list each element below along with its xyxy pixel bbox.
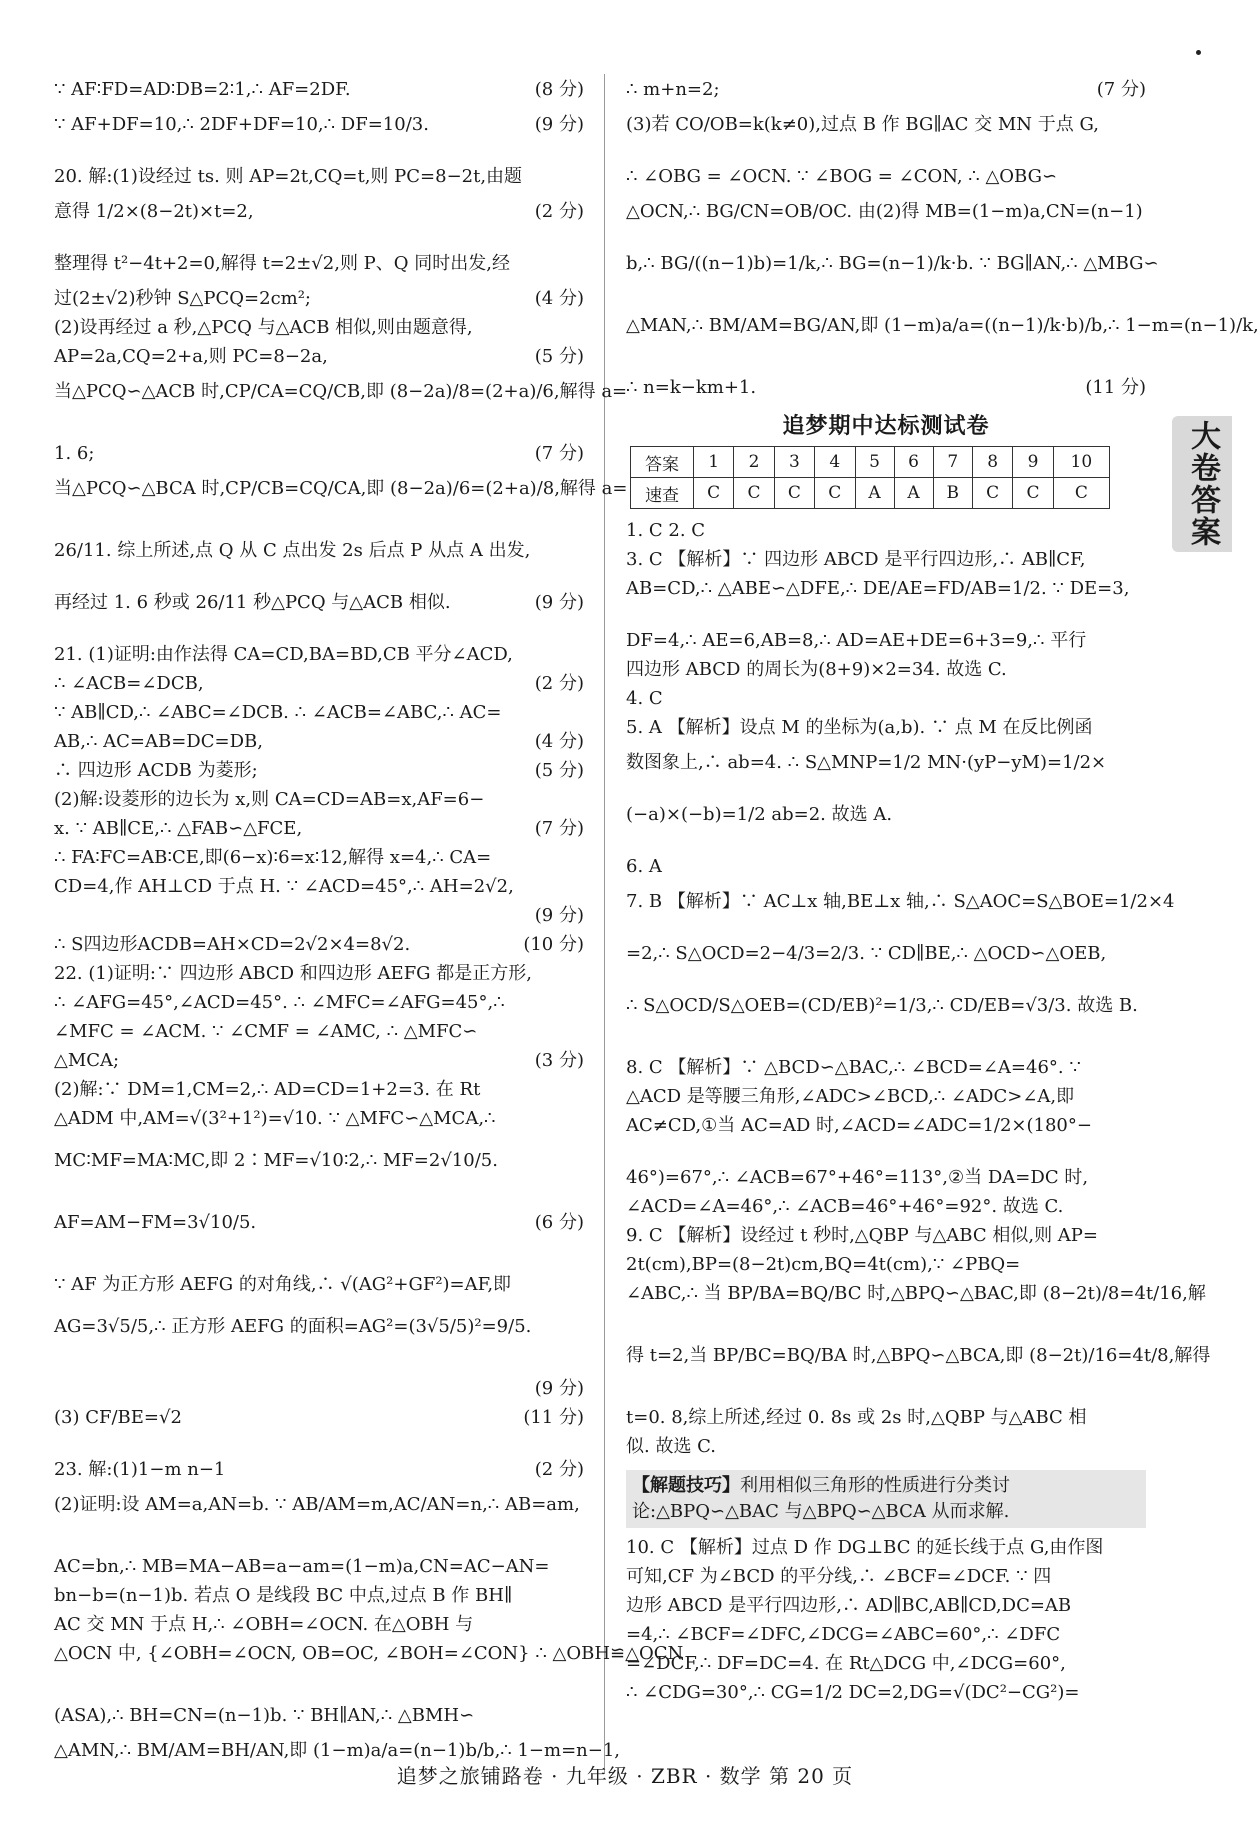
q10-explanation: [626, 1536, 1146, 1723]
line-text: 6. A: [626, 856, 662, 877]
score-mark: (2 分): [534, 201, 584, 222]
line-text: AG=3√5/5,∴ 正方形 AEFG 的面积=AG²=(3√5/5)²=9/5.: [54, 1316, 532, 1337]
text-line: [54, 252, 584, 287]
text-line: [626, 1406, 1146, 1435]
score-mark: (2 分): [534, 1459, 584, 1480]
score-mark: (3 分): [534, 1050, 584, 1071]
line-text: 7. B 【解析】∵ AC⊥x 轴,BE⊥x 轴,∴ S△AOC=S△BOE=1/2×4: [626, 891, 1175, 912]
text-line: [626, 1085, 1146, 1114]
text-line: [54, 1642, 684, 1704]
question-number-cell: 4: [815, 447, 855, 478]
line-text: AP=2a,CQ=2+a,则 PC=8−2a,: [54, 346, 328, 367]
text-line: [626, 200, 1146, 252]
line-text: 22. (1)证明:∵ 四边形 ABCD 和四边形 AEFG 都是正方形,: [54, 963, 533, 984]
question-number-cell: 8: [972, 447, 1012, 478]
line-text: △MCA;: [54, 1050, 120, 1071]
score-mark: (8 分): [534, 79, 584, 100]
text-line: [54, 165, 584, 200]
line-text: 四边形 ABCD 的周长为(8+9)×2=34. 故选 C.: [626, 659, 1007, 680]
text-line: [54, 287, 584, 316]
text-line: [54, 991, 584, 1020]
line-text: (−a)×(−b)=1/2 ab=2. 故选 A.: [626, 804, 893, 825]
line-text: 似. 故选 C.: [626, 1436, 717, 1457]
line-text: AC=bn,∴ MB=MA−AB=a−am=(1−m)a,CN=AC−AN=: [54, 1556, 550, 1577]
line-text: (2)证明:设 AM=a,AN=b. ∵ AB/AM=m,AC/AN=n,∴ AB=am,: [54, 1494, 580, 1515]
line-text: x. ∵ AB∥CE,∴ △FAB∽△FCE,: [54, 818, 303, 839]
text-line: [626, 165, 1146, 200]
line-text: 边形 ABCD 是平行四边形,∴ AD∥BC,AB∥CD,DC=AB: [626, 1595, 1072, 1617]
text-line: [626, 1114, 1146, 1166]
text-line: [54, 1315, 584, 1377]
text-line: [54, 591, 584, 643]
line-text: 2t(cm),BP=(8−2t)cm,BQ=4t(cm),∵ ∠PBQ=: [626, 1254, 1021, 1275]
text-line: [626, 658, 1146, 687]
line-text: (2)解:∵ DM=1,CM=2,∴ AD=CD=1+2=3. 在 Rt: [54, 1079, 481, 1100]
text-line: [626, 629, 1146, 658]
line-text: ∠ABC,∴ 当 BP/BA=BQ/BC 时,△BPQ∽△BAC,即 (8−2t)/8=4t/16,解: [626, 1283, 1206, 1304]
line-text: AC≠CD,①当 AC=AD 时,∠ACD=∠ADC=1/2×(180°−: [626, 1115, 1092, 1136]
line-text: MC∶MF=MA∶MC,即 2∶MF=√10∶2,∴ MF=2√10/5.: [54, 1150, 498, 1171]
line-text: AC 交 MN 于点 H,∴ ∠OBH=∠OCN. 在△OBH 与: [54, 1614, 474, 1635]
text-line: [54, 875, 584, 904]
text-line: [54, 345, 584, 380]
text-line: [54, 442, 584, 477]
question-number-cell: 9: [1013, 447, 1053, 478]
score-mark: (2 分): [534, 673, 584, 694]
text-line: [54, 962, 584, 991]
score-mark: (7 分): [534, 818, 584, 839]
side-tab-label: 大卷答案: [1185, 420, 1220, 548]
line-text: CD=4,作 AH⊥CD 于点 H. ∵ ∠ACD=45°,∴ AH=2√2,: [54, 876, 514, 897]
answer-cell: A: [855, 478, 894, 509]
text-line: [54, 701, 584, 730]
line-text: 过(2±√2)秒钟 S△PCQ=2cm²;: [54, 288, 312, 309]
line-text: (3) CF/BE=√2: [54, 1407, 182, 1428]
text-line: [54, 1107, 584, 1149]
text-line: [626, 1435, 1146, 1464]
text-line: [54, 1584, 584, 1613]
line-text: 10. C 【解析】过点 D 作 DG⊥BC 的延长线于点 G,由作图: [626, 1537, 1104, 1559]
line-text: 4. C: [626, 688, 663, 709]
score-mark: (11 分): [1085, 377, 1146, 398]
line-text: AB=CD,∴ △ABE∽△DFE,∴ DE/AE=FD/AB=1/2. ∵ DE=3,: [626, 578, 1130, 599]
answer-cell: C: [815, 478, 855, 509]
line-text: △ACD 是等腰三角形,∠ADC>∠BCD,∴ ∠ADC>∠A,即: [626, 1086, 1075, 1107]
line-text: 20. 解:(1)设经过 ts. 则 AP=2t,CQ=t,则 PC=8−2t,由题: [54, 166, 523, 187]
text-line: [626, 1282, 1206, 1344]
question-number-cell: 5: [855, 447, 894, 478]
text-line: [54, 1377, 584, 1406]
corner-dot: [1196, 50, 1201, 55]
score-mark: (9 分): [534, 1378, 584, 1399]
text-line: [626, 687, 1146, 716]
text-line: [626, 1166, 1146, 1195]
line-text: ∵ AF 为正方形 AEFG 的对角线,∴ √(AG²+GF²)=AF,即: [54, 1274, 512, 1295]
text-line: [626, 78, 1146, 113]
text-line: [626, 1681, 1146, 1723]
text-line: [54, 380, 628, 442]
text-line: [626, 314, 1259, 376]
score-mark: (4 分): [534, 731, 584, 752]
line-text: ∠MFC = ∠ACM. ∵ ∠CMF = ∠AMC, ∴ △MFC∽: [54, 1021, 478, 1042]
text-line: [54, 1149, 584, 1211]
text-line: [54, 477, 628, 539]
question-number-cell: 3: [774, 447, 814, 478]
text-line: [54, 846, 584, 875]
text-line: [54, 316, 584, 345]
text-line: [626, 890, 1175, 942]
text-line: [54, 788, 584, 817]
line-text: 46°)=67°,∴ ∠ACB=67°+46°=113°,②当 DA=DC 时,: [626, 1167, 1089, 1188]
text-line: [626, 577, 1146, 629]
line-text: 数图象上,∴ ab=4. ∴ S△MNP=1/2 MN·(yP−yM)=1/2×: [626, 752, 1107, 773]
text-line: [54, 817, 584, 846]
text-line: [54, 1211, 584, 1273]
text-line: [626, 1253, 1146, 1282]
line-text: ∴ S四边形ACDB=AH×CD=2√2×4=8√2.: [54, 934, 411, 955]
line-text: △AMN,∴ BM/AM=BH/AN,即 (1−m)a/a=(n−1)b/b,∴ 1−m=n−1,: [54, 1740, 620, 1761]
text-line: [54, 1704, 584, 1739]
text-line: [54, 1555, 584, 1584]
line-text: 意得 1/2×(8−2t)×t=2,: [54, 201, 254, 222]
line-text: 23. 解:(1)1−m n−1: [54, 1459, 226, 1480]
line-text: =4,∴ ∠BCF=∠DFC,∠DCG=∠ABC=60°,∴ ∠DFC: [626, 1624, 1061, 1646]
line-text: ∴ FA∶FC=AB∶CE,即(6−x)∶6=x∶12,解得 x=4,∴ CA=: [54, 847, 492, 868]
text-line: [54, 1020, 584, 1049]
text-line: [626, 1195, 1146, 1224]
text-line: [54, 643, 584, 672]
question-number-cell: 7: [933, 447, 972, 478]
line-text: ∴ S△OCD/S△OEB=(CD/EB)²=1/3,∴ CD/EB=√3/3. 故选 B.: [626, 995, 1138, 1016]
line-text: △OCN,∴ BG/CN=OB/OC. 由(2)得 MB=(1−m)a,CN=(n−1): [626, 201, 1143, 222]
line-text: ∴ ∠ACB=∠DCB,: [54, 673, 204, 694]
line-text: DF=4,∴ AE=6,AB=8,∴ AD=AE+DE=6+3=9,∴ 平行: [626, 630, 1087, 651]
line-text: (ASA),∴ BH=CN=(n−1)b. ∵ BH∥AN,∴ △BMH∽: [54, 1705, 475, 1726]
line-text: ∵ AB∥CD,∴ ∠ABC=∠DCB. ∴ ∠ACB=∠ABC,∴ AC=: [54, 702, 502, 723]
text-line: [626, 1594, 1146, 1623]
q23-continuation: [626, 78, 1259, 405]
score-mark: (9 分): [534, 592, 584, 613]
question-number-cell: 1: [694, 447, 734, 478]
line-text: ∴ m+n=2;: [626, 79, 720, 100]
answer-table-label: 速查: [631, 478, 694, 509]
answer-cell: C: [694, 478, 734, 509]
line-text: AF=AM−FM=3√10/5.: [54, 1212, 257, 1233]
text-line: [54, 1273, 584, 1315]
text-line: [54, 730, 584, 759]
text-line: [626, 1536, 1146, 1565]
answer-cell: C: [1053, 478, 1109, 509]
answer-cell: C: [972, 478, 1012, 509]
text-line: [626, 548, 1146, 577]
text-line: [626, 751, 1146, 803]
line-text: 得 t=2,当 BP/BC=BQ/BA 时,△BPQ∽△BCA,即 (8−2t)/16=4t/8,解得: [626, 1345, 1211, 1366]
text-line: [626, 113, 1146, 165]
text-line: [626, 716, 1146, 751]
line-text: △OCN 中, {∠OBH=∠OCN, OB=OC, ∠BOH=∠CON} ∴ △OBH≌△OCN: [54, 1643, 684, 1664]
line-text: 可知,CF 为∠BCD 的平分线,∴ ∠BCF=∠DCF. ∵ 四: [626, 1566, 1052, 1588]
column-divider: [604, 74, 605, 1774]
line-text: =∠DCF,∴ DF=DC=4. 在 Rt△DCG 中,∠DCG=60°,: [626, 1653, 1066, 1675]
line-text: ∵ AF+DF=10,∴ 2DF+DF=10,∴ DF=10/3.: [54, 114, 429, 135]
line-text: (3)若 CO/OB=k(k≠0),过点 B 作 BG∥AC 交 MN 于点 G,: [626, 114, 1099, 135]
answer-explanations: [626, 519, 1211, 1464]
score-mark: (5 分): [534, 346, 584, 367]
line-text: 5. A 【解析】设点 M 的坐标为(a,b). ∵ 点 M 在反比例函: [626, 717, 1093, 738]
line-text: △ADM 中,AM=√(3²+1²)=√10. ∵ △MFC∽△MCA,∴: [54, 1108, 496, 1129]
text-line: [54, 113, 584, 165]
answer-cell: A: [894, 478, 933, 509]
text-line: [626, 855, 1146, 890]
line-text: 1. C 2. C: [626, 520, 706, 541]
line-text: ∵ AF∶FD=AD∶DB=2∶1,∴ AF=2DF.: [54, 79, 351, 100]
text-line: [54, 539, 584, 591]
line-text: AB,∴ AC=AB=DC=DB,: [54, 731, 263, 752]
question-number-cell: 10: [1053, 447, 1109, 478]
text-line: [626, 1344, 1211, 1406]
text-line: [626, 994, 1146, 1056]
line-text: 再经过 1. 6 秒或 26/11 秒△PCQ 与△ACB 相似.: [54, 592, 451, 613]
text-line: [626, 803, 1146, 855]
line-text: 8. C 【解析】∵ △BCD∽△BAC,∴ ∠BCD=∠A=46°. ∵: [626, 1057, 1081, 1078]
line-text: ∴ n=k−km+1.: [626, 377, 757, 398]
score-mark: (7 分): [534, 443, 584, 464]
line-text: 9. C 【解析】设经过 t 秒时,△QBP 与△ABC 相似,则 AP=: [626, 1225, 1098, 1246]
text-line: [626, 519, 1146, 548]
score-mark: (7 分): [1096, 79, 1146, 100]
score-mark: (4 分): [534, 288, 584, 309]
text-line: [626, 252, 1159, 314]
line-text: ∴ ∠CDG=30°,∴ CG=1/2 DC=2,DG=√(DC²−CG²)=: [626, 1682, 1080, 1704]
text-line: [626, 942, 1146, 994]
line-text: 21. (1)证明:由作法得 CA=CD,BA=BD,CB 平分∠ACD,: [54, 644, 513, 665]
line-text: 3. C 【解析】∵ 四边形 ABCD 是平行四边形,∴ AB∥CF,: [626, 549, 1086, 570]
answer-cell: B: [933, 478, 972, 509]
line-text: t=0. 8,综上所述,经过 0. 8s 或 2s 时,△QBP 与△ABC 相: [626, 1407, 1087, 1428]
tip-label: 【解题技巧】: [632, 1475, 740, 1496]
line-text: b,∴ BG/((n−1)b)=1/k,∴ BG=(n−1)/k·b. ∵ BG∥AN,∴ △MBG∽: [626, 253, 1159, 274]
answer-table: [630, 446, 1110, 509]
score-mark: (6 分): [534, 1212, 584, 1233]
line-text: ∴ 四边形 ACDB 为菱形;: [54, 760, 258, 781]
line-text: ∴ ∠OBG = ∠OCN. ∵ ∠BOG = ∠CON, ∴ △OBG∽: [626, 166, 1058, 187]
text-line: [54, 1493, 584, 1555]
line-text: bn−b=(n−1)b. 若点 O 是线段 BC 中点,过点 B 作 BH∥: [54, 1585, 513, 1606]
line-text: △MAN,∴ BM/AM=BG/AN,即 (1−m)a/a=((n−1)/k·b)/b,∴ 1−m=(n−1)/k,: [626, 315, 1259, 336]
line-text: ∠ACD=∠A=46°,∴ ∠ACB=46°+46°=92°. 故选 C.: [626, 1196, 1064, 1217]
text-line: [626, 376, 1146, 405]
line-text: (2)设再经过 a 秒,△PCQ 与△ACB 相似,则由题意得,: [54, 317, 473, 338]
text-line: [54, 1458, 584, 1493]
question-number-cell: 6: [894, 447, 933, 478]
score-mark: (10 分): [523, 934, 584, 955]
line-text: 整理得 t²−4t+2=0,解得 t=2±√2,则 P、Q 同时出发,经: [54, 253, 510, 274]
text-line: [54, 904, 584, 933]
score-mark: (9 分): [534, 114, 584, 135]
answer-cell: C: [774, 478, 814, 509]
text-line: [54, 933, 584, 962]
text-line: [626, 1056, 1146, 1085]
text-line: [626, 1623, 1146, 1652]
line-text: (2)解:设菱形的边长为 x,则 CA=CD=AB=x,AF=6−: [54, 789, 485, 810]
text-line: [54, 78, 584, 113]
line-text: 当△PCQ∽△ACB 时,CP/CA=CQ/CB,即 (8−2a)/8=(2+a)/6,解得 a=: [54, 381, 628, 402]
text-line: [54, 759, 584, 788]
section-title: 追梦期中达标测试卷: [782, 414, 990, 439]
score-mark: (5 分): [534, 760, 584, 781]
answer-cell: C: [1013, 478, 1053, 509]
line-text: 1. 6;: [54, 443, 95, 464]
text-line: [626, 1652, 1146, 1681]
tip-text: 利用相似三角形的性质进行分类讨论:△BPQ∽△BAC 与△BPQ∽△BCA 从而求解.: [632, 1475, 1010, 1523]
line-text: 当△PCQ∽△BCA 时,CP/CB=CQ/CA,即 (8−2a)/6=(2+a)/8,解得 a=: [54, 478, 628, 499]
question-number-cell: 2: [734, 447, 774, 478]
line-text: ∴ ∠AFG=45°,∠ACD=45°. ∴ ∠MFC=∠AFG=45°,∴: [54, 992, 505, 1013]
answer-table-label: 答案: [631, 447, 694, 478]
solving-tip: [626, 1470, 1146, 1528]
text-line: [626, 1224, 1146, 1253]
line-text: =2,∴ S△OCD=2−4/3=2/3. ∵ CD∥BE,∴ △OCD∽△OEB,: [626, 943, 1107, 964]
side-tab: [1172, 416, 1232, 552]
text-line: [54, 1078, 584, 1107]
answer-cell: C: [734, 478, 774, 509]
score-mark: (9 分): [534, 905, 584, 926]
page-footer: 追梦之旅铺路卷 · 九年级 · ZBR · 数学 第 20 页: [396, 1764, 854, 1788]
line-text: 26/11. 综上所述,点 Q 从 C 点出发 2s 后点 P 从点 A 出发,: [54, 540, 531, 561]
text-line: [54, 672, 584, 701]
text-line: [54, 1049, 584, 1078]
text-line: [626, 1565, 1146, 1594]
text-line: [54, 1613, 584, 1642]
text-line: [54, 1406, 584, 1458]
score-mark: (11 分): [523, 1407, 584, 1428]
text-line: [54, 200, 584, 252]
